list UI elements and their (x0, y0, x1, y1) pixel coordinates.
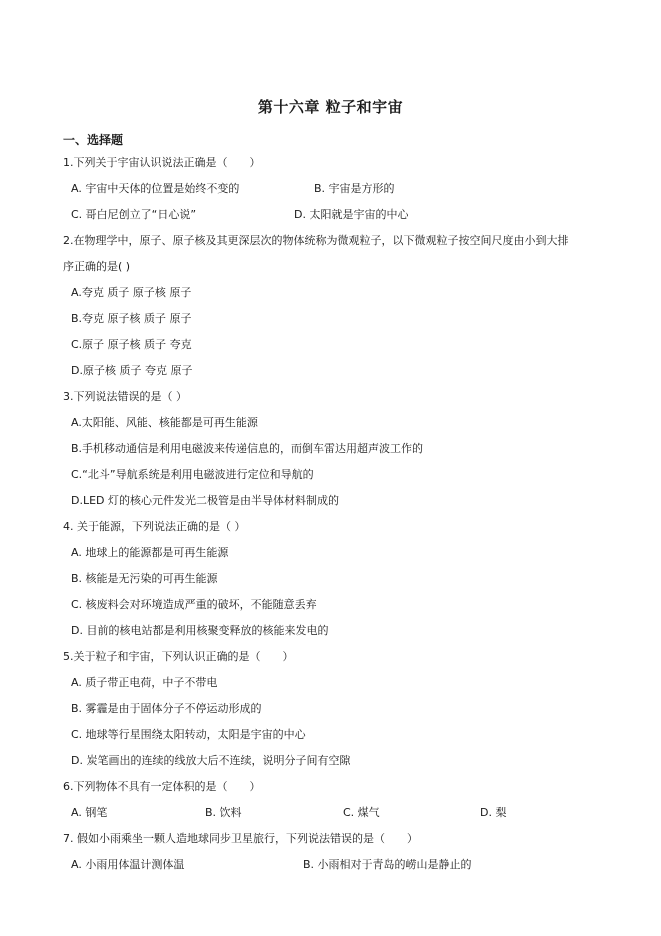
q2-option-c: C.原子 原子核 质子 夸克 (71, 338, 192, 351)
q1-option-c: C. 哥白尼创立了“日心说” (71, 208, 197, 221)
q1-option-b: B. 宇宙是方形的 (314, 182, 395, 195)
question-3-stem: 3.下列说法错误的是（ ） (63, 390, 187, 403)
question-2-stem-cont: 序正确的是( ) (63, 260, 131, 273)
q3-option-b: B.手机移动通信是利用电磁波来传递信息的，而倒车雷达用超声波工作的 (71, 442, 424, 455)
q4-option-c: C. 核废料会对环境造成严重的破坏，不能随意丢弃 (71, 598, 317, 611)
q2-option-b: B.夸克 原子核 质子 原子 (71, 312, 192, 325)
q6-option-a: A. 钢笔 (71, 806, 108, 819)
q7-option-b: B. 小雨相对于青岛的崂山是静止的 (303, 858, 472, 871)
q6-option-b: B. 饮料 (205, 806, 242, 819)
q3-option-c: C.“北斗”导航系统是利用电磁波进行定位和导航的 (71, 468, 314, 481)
q7-option-a: A. 小雨用体温计测体温 (71, 858, 185, 871)
q6-option-c: C. 煤气 (343, 806, 380, 819)
q2-option-d: D.原子核 质子 夸克 原子 (71, 364, 193, 377)
question-7-stem: 7. 假如小雨乘坐一颗人造地球同步卫星旅行，下列说法错误的是（ ） (63, 832, 418, 845)
q3-option-a: A.太阳能、风能、核能都是可再生能源 (71, 416, 258, 429)
section-heading: 一、选择题 (63, 133, 124, 147)
q5-option-b: B. 雾霾是由于固体分子不停运动形成的 (71, 702, 262, 715)
q3-option-d: D.LED 灯的核心元件发光二极管是由半导体材料制成的 (71, 494, 340, 507)
q5-option-d: D. 炭笔画出的连续的线放大后不连续，说明分子间有空隙 (71, 754, 351, 767)
question-2-stem: 2.在物理学中，原子、原子核及其更深层次的物体统称为微观粒子，以下微观粒子按空间尺度由小到大排 (63, 234, 569, 247)
question-1-stem: 1.下列关于宇宙认识说法正确是（ ） (63, 156, 261, 169)
q2-option-a: A.夸克 质子 原子核 原子 (71, 286, 192, 299)
page-title: 第十六章 粒子和宇宙 (257, 98, 404, 116)
question-5-stem: 5.关于粒子和宇宙，下列认识正确的是（ ） (63, 650, 294, 663)
q5-option-a: A. 质子带正电荷，中子不带电 (71, 676, 218, 689)
q4-option-d: D. 目前的核电站都是利用核聚变释放的核能来发电的 (71, 624, 329, 637)
q4-option-b: B. 核能是无污染的可再生能源 (71, 572, 218, 585)
q6-option-d: D. 梨 (480, 806, 507, 819)
q5-option-c: C. 地球等行星围绕太阳转动，太阳是宇宙的中心 (71, 728, 306, 741)
q1-option-d: D. 太阳就是宇宙的中心 (294, 208, 409, 221)
question-6-stem: 6.下列物体不具有一定体积的是（ ） (63, 780, 261, 793)
question-4-stem: 4. 关于能源，下列说法正确的是（ ） (63, 520, 246, 533)
q1-option-a: A. 宇宙中天体的位置是始终不变的 (71, 182, 240, 195)
q4-option-a: A. 地球上的能源都是可再生能源 (71, 546, 229, 559)
